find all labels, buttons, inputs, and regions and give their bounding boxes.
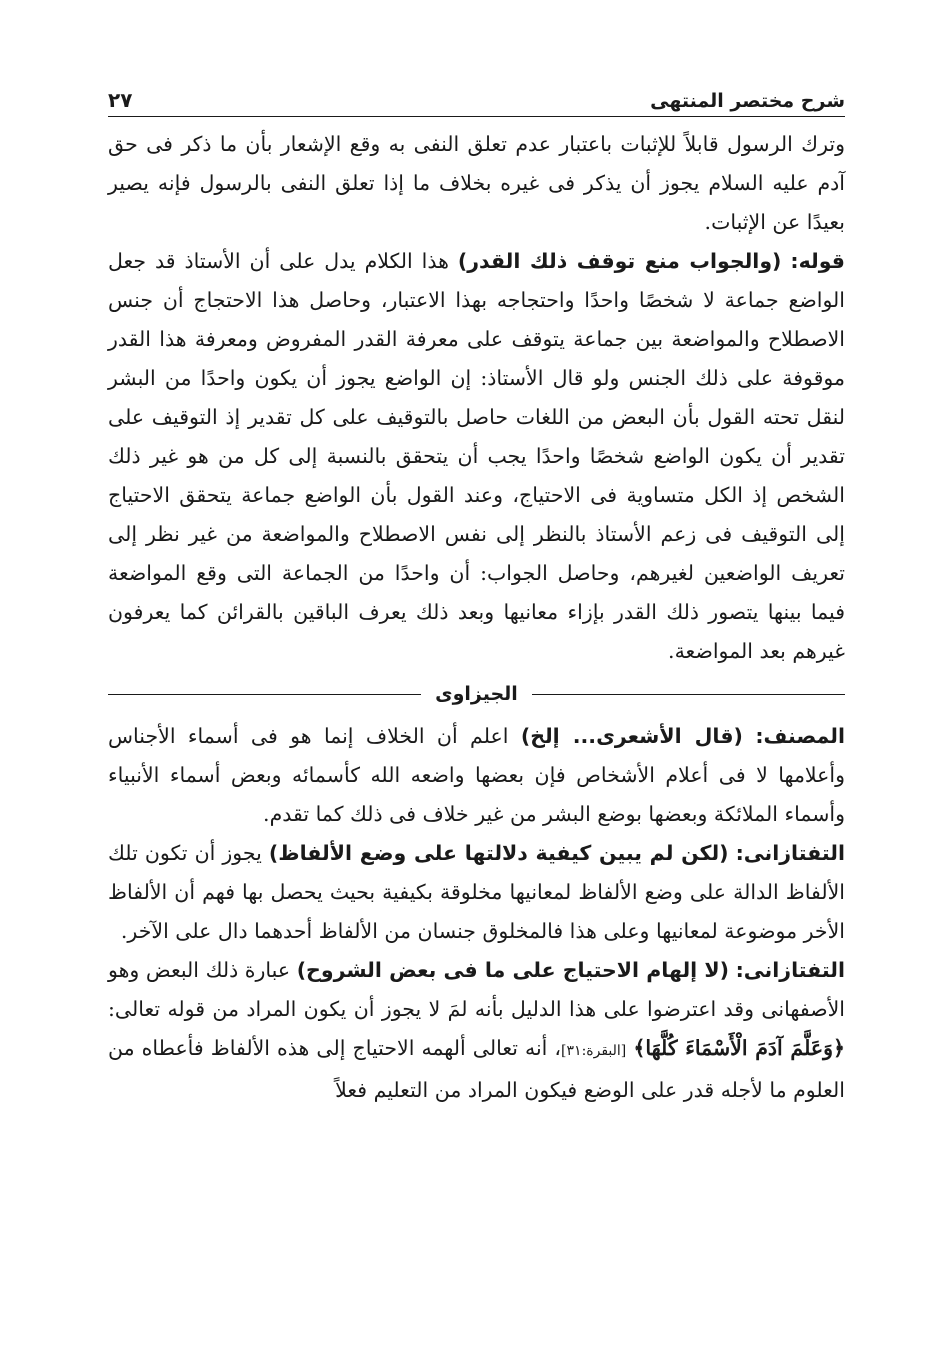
quoted-phrase: (والجواب منع توقف ذلك القدر) bbox=[457, 249, 782, 273]
paragraph-text: اعلم أن الخلاف إنما هو فى أسماء الأجناس وأعلامها لا فى أعلام الأشخاص فإن بعضها واضعه الله كأسمائه وبعض أسماء الأنبياء وأسماء الملائكة وبعضها بوضع البشر من غير خلاف فى ذلك كما تقدم. bbox=[108, 724, 845, 826]
quoted-phrase: (قال الأشعرى... إلخ) bbox=[520, 724, 743, 748]
paragraph-lead: التفتازانى: bbox=[735, 958, 845, 982]
commentary-paragraph-1 bbox=[108, 125, 845, 242]
paragraph-text: وترك الرسول قابلاً للإثبات باعتبار عدم تعلق النفى به وقع الإشعار بأن ما ذكر فى حق آدم عليه السلام يجوز أن يذكر فى غيره بخلاف ما إذا تعلق النفى بالرسول فإنه يصير بعيدًا عن الإثبات. bbox=[108, 132, 845, 234]
book-page bbox=[108, 78, 845, 1110]
gloss-paragraph-1 bbox=[108, 717, 845, 834]
quran-verse: ﴿وَعَلَّمَ آدَمَ الْأَسْمَاءَ كُلَّهَا﴾ bbox=[633, 1036, 845, 1060]
commentary-paragraph-2 bbox=[108, 242, 845, 671]
verse-citation: [البقرة:٣١] bbox=[561, 1043, 627, 1059]
quoted-phrase: (لا إلهام الاحتياج على ما فى بعض الشروح) bbox=[296, 958, 730, 982]
paragraph-lead: قوله: bbox=[790, 249, 845, 273]
divider-rule-right bbox=[532, 694, 845, 695]
paragraph-text: عبارة ذلك البعض وهو الأصفهانى وقد اعترضوا على هذا الدليل بأنه لمَ لا يجوز أن يكون المراد من قوله تعالى: bbox=[108, 958, 845, 1021]
gloss-section bbox=[108, 717, 845, 1110]
gloss-paragraph-3 bbox=[108, 951, 845, 1110]
paragraph-lead: المصنف: bbox=[755, 724, 845, 748]
page-number: ٢٧ bbox=[108, 88, 133, 112]
paragraph-text: ، أنه تعالى ألهمه الاحتياج إلى هذه الألفاظ فأعطاه من العلوم ما لأجله قدر على الوضع فيكون المراد من التعليم فعلاً bbox=[108, 1036, 845, 1102]
paragraph-text: هذا الكلام يدل على أن الأستاذ قد جعل الواضع جماعة لا شخصًا واحدًا واحتجاجه بهذا الاعتبار، وحاصل هذا الاحتجاج أن جنس الاصطلاح والمواضعة بين جماعة يتوقف على معرفة القدر المفروض ومعرفة هذا القدر موقوفة على ذلك الجنس ولو قال الأستاذ: إن الواضع يجوز أن يكون واحدًا من البشر لنقل تحته القول بأن البعض من اللغات حاصل بالتوقيف على كل تقدير إذ التوقيف على تقدير أن يكون الواضع شخصًا واحدًا يجب أن يتحقق بالنسبة إلى كل من هو غير ذلك الشخص إذ الكل متساوية فى الاحتياج، وعند القول بأن الواضع جماعة يتحقق الاحتياج إلى التوقيف فى زعم الأستاذ بالنظر إلى نفس الاصطلاح والمواضعة من غير نظر إلى تعريف الواضعين لغيرهم، وحاصل الجواب: أن واحدًا من الجماعة التى وقع المواضعة فيما بينها يتصور ذلك القدر بإزاء معانيها وبعد ذلك يعرف الباقين بالقرائن كما يعرفون غيرهم بعد المواضعة. bbox=[108, 249, 845, 663]
section-title: الجيزاوى bbox=[435, 683, 518, 705]
paragraph-text: يجوز أن تكون تلك الألفاظ الدالة على وضع الألفاظ لمعانيها مخلوقة بكيفية بحيث يحصل بها فهم أن الألفاظ الأخر موضوعة لمعانيها وعلى هذا فالمخلوق جنسان من الألفاظ أحدهما دال على الآخر. bbox=[108, 841, 845, 943]
book-title: شرح مختصر المنتهى bbox=[650, 90, 845, 112]
commentary-section bbox=[108, 125, 845, 671]
section-divider bbox=[108, 679, 845, 709]
quoted-phrase: (لكن لم يبين كيفية دلالتها على وضع الألفاظ) bbox=[268, 841, 729, 865]
paragraph-lead: التفتازانى: bbox=[735, 841, 845, 865]
divider-rule-left bbox=[108, 694, 421, 695]
gloss-paragraph-2 bbox=[108, 834, 845, 951]
running-header bbox=[108, 78, 845, 117]
